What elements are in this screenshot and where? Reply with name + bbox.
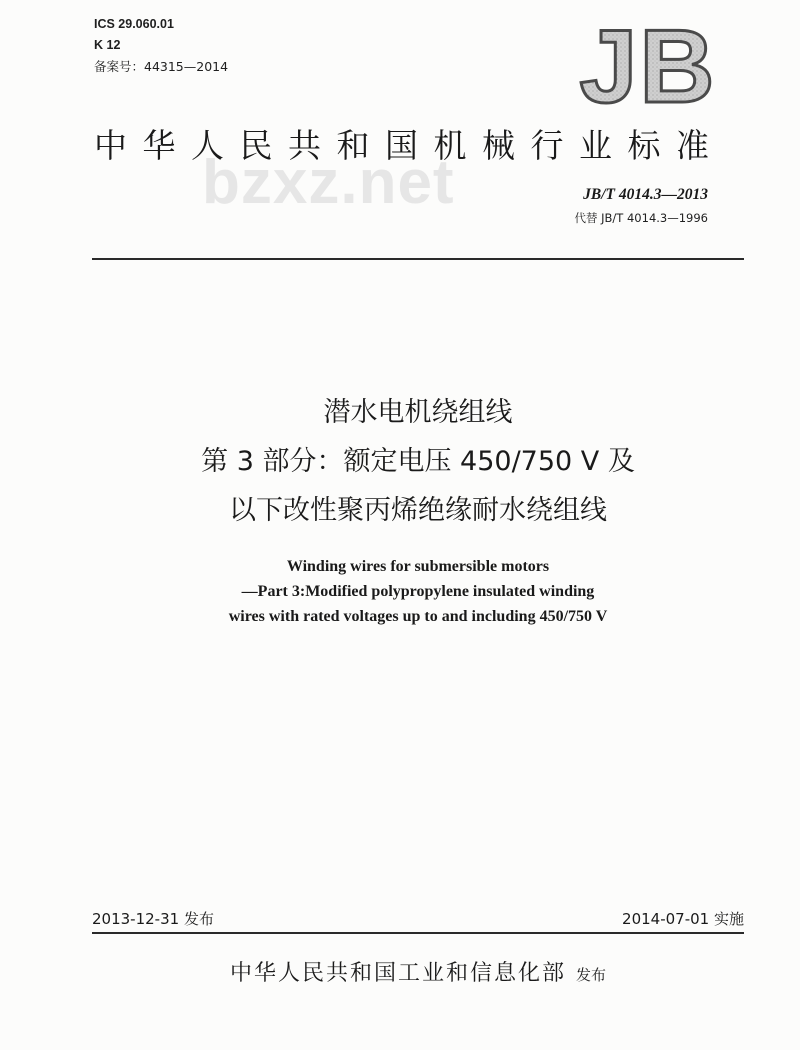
implementation-date: 2014-07-01 实施 xyxy=(622,910,744,928)
standard-number xyxy=(583,186,708,204)
watermark: bzxz.net xyxy=(202,148,455,217)
english-title-line-3: wires with rated voltages up to and including 450/750 V xyxy=(228,608,608,625)
standard-number-text: JB/T 4014.3—2013 xyxy=(583,186,708,203)
classification-code: K 12 xyxy=(94,38,121,52)
issue-date: 2013-12-31 发布 xyxy=(92,910,214,928)
bottom-divider xyxy=(92,932,744,934)
metadata-block xyxy=(94,14,228,77)
chinese-title-line-3: 以下改性聚丙烯绝缘耐水绕组线 xyxy=(229,495,607,526)
publisher-action: 发布 xyxy=(576,966,607,984)
chinese-title-line-1: 潜水电机绕组线 xyxy=(323,397,513,428)
english-title-line-1: Winding wires for submersible motors xyxy=(286,558,550,575)
jb-logo-text: JB xyxy=(579,22,717,112)
jb-logo xyxy=(548,22,748,112)
record-number: 备案号：44315—2014 xyxy=(94,59,229,74)
english-title xyxy=(92,554,744,629)
top-divider xyxy=(92,258,744,260)
chinese-title-line-2: 第 3 部分：额定电压 450/750 V 及 xyxy=(201,446,635,477)
replaces-standard: 代替 JB/T 4014.3—1996 xyxy=(574,211,708,225)
ics-code: ICS 29.060.01 xyxy=(94,17,174,31)
publisher xyxy=(92,956,744,987)
publisher-org: 中华人民共和国工业和信息化部 xyxy=(229,961,566,986)
chinese-title xyxy=(92,388,744,535)
industry-standard-title: 中华人民共和国机械行业标准 xyxy=(94,126,725,165)
english-title-line-2: —Part 3:Modified polypropylene insulated winding xyxy=(241,583,595,600)
